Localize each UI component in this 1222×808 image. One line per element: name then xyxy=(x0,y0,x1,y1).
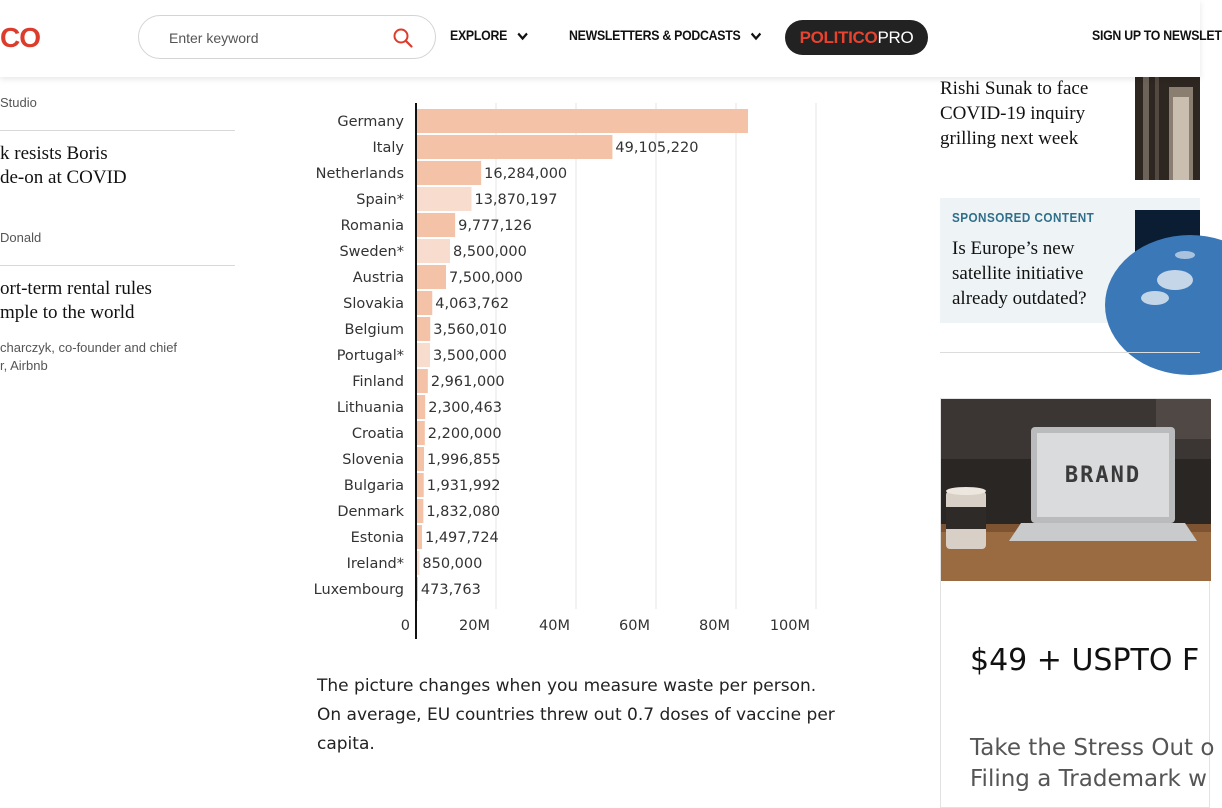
tick-label: 100M xyxy=(769,618,810,634)
politico-pro-brand: POLITICO xyxy=(799,28,878,47)
data-label: 49,105,220 xyxy=(615,140,699,156)
data-label: 4,063,762 xyxy=(435,296,510,312)
category-label: Sweden* xyxy=(339,244,404,260)
category-label: Austria xyxy=(352,270,404,286)
category-label: Netherlands xyxy=(315,166,404,182)
related-item-meta: r, Airbnb xyxy=(0,358,48,373)
search-icon[interactable] xyxy=(392,27,414,49)
category-label: Estonia xyxy=(350,530,404,546)
category-label: Croatia xyxy=(351,426,404,442)
bar xyxy=(417,135,612,159)
category-label: Spain* xyxy=(356,192,404,208)
bar xyxy=(417,395,425,419)
ad-brand-text: BRAND xyxy=(1064,463,1142,488)
data-label: 3,560,010 xyxy=(433,322,508,338)
bar xyxy=(417,161,481,185)
category-label: Romania xyxy=(340,218,404,234)
tick-label: 20M xyxy=(459,618,490,634)
bar xyxy=(417,109,748,133)
chevron-down-icon xyxy=(517,32,528,41)
data-label: 473,763 xyxy=(420,582,481,598)
laptop-brand-image xyxy=(941,399,1211,581)
ad-subtext-line: Filing a Trademark w xyxy=(970,766,1207,792)
chevron-down-icon xyxy=(751,32,762,41)
divider xyxy=(940,352,1200,353)
nav-explore[interactable] xyxy=(450,27,529,43)
bar xyxy=(417,421,425,445)
divider xyxy=(0,265,235,266)
data-label: 1,996,855 xyxy=(426,452,501,468)
bar xyxy=(417,447,424,471)
bar xyxy=(417,265,446,289)
bar xyxy=(417,291,432,315)
article-paragraph: The picture changes when you measure waste per person. On average, EU countries threw out 0.7 doses of vaccine per capita. xyxy=(317,676,835,754)
data-label: 2,961,000 xyxy=(430,374,505,390)
thumbnail-image xyxy=(1135,77,1200,180)
sponsored-label: SPONSORED CONTENT xyxy=(952,210,1095,225)
related-headline-line[interactable]: ort-term rental rules xyxy=(0,278,152,299)
category-label: Italy xyxy=(372,140,404,156)
ad-subtext-line: Take the Stress Out o xyxy=(970,735,1215,761)
bar xyxy=(417,551,419,575)
data-label: 1,497,724 xyxy=(424,530,499,546)
politico-logo[interactable]: CO xyxy=(0,22,40,53)
category-label: Denmark xyxy=(337,504,404,520)
category-label: Portugal* xyxy=(336,348,404,364)
category-label: Ireland* xyxy=(346,556,404,572)
bar xyxy=(417,473,424,497)
bar-chart-svg xyxy=(300,95,840,640)
bar xyxy=(417,525,422,549)
related-item-meta: Donald xyxy=(0,230,42,245)
vaccine-waste-bar-chart xyxy=(300,95,840,640)
category-label: Slovakia xyxy=(343,296,404,312)
related-item-meta: charczyk, co-founder and chief xyxy=(0,340,178,355)
nav-newsletters-podcasts[interactable] xyxy=(569,27,762,43)
related-headline-line[interactable]: mple to the world xyxy=(0,302,135,323)
tick-label: 80M xyxy=(699,618,730,634)
sponsored-headline[interactable]: Is Europe’s new satellite initiative already outdated? xyxy=(952,238,1087,309)
data-label: 7,500,000 xyxy=(449,270,523,286)
ad-photo xyxy=(941,399,1211,581)
earth-satellite-image xyxy=(1135,210,1200,313)
top-navigation-bar xyxy=(0,0,1222,77)
related-headline-line[interactable]: de-on at COVID xyxy=(0,167,127,188)
tick-label: 40M xyxy=(539,618,570,634)
nav-newsletters-label: NEWSLETTERS & PODCASTS xyxy=(569,27,741,43)
category-label: Germany xyxy=(337,114,404,130)
bar xyxy=(417,343,430,367)
sponsored-content-card[interactable] xyxy=(940,198,1200,323)
bar xyxy=(417,369,428,393)
data-label: 8,500,000 xyxy=(453,244,527,260)
data-label: 1,931,992 xyxy=(426,478,501,494)
ad-price-headline: $49 + USPTO F xyxy=(970,643,1200,678)
data-label: 2,200,000 xyxy=(427,426,502,442)
tick-label: 0 xyxy=(400,618,410,634)
search-input[interactable] xyxy=(167,26,371,50)
data-label: 13,870,197 xyxy=(474,192,558,208)
category-label: Lithuania xyxy=(336,400,404,416)
sponsored-thumbnail[interactable] xyxy=(1135,210,1200,313)
bar xyxy=(417,577,418,601)
politico-pro-button[interactable] xyxy=(785,20,928,55)
related-headline-line[interactable]: k resists Boris xyxy=(0,143,108,164)
category-label: Finland xyxy=(352,374,404,390)
nav-signup-newsletter[interactable]: SIGN UP TO NEWSLET xyxy=(1092,27,1222,43)
category-label: Luxembourg xyxy=(313,582,404,598)
data-label: 9,777,126 xyxy=(458,218,532,234)
politico-pro-suffix: PRO xyxy=(877,28,914,47)
data-label: 3,500,000 xyxy=(433,348,507,364)
bar xyxy=(417,317,430,341)
divider xyxy=(0,130,235,131)
bar xyxy=(417,499,423,523)
nav-explore-label: EXPLORE xyxy=(450,27,508,43)
bar xyxy=(417,239,450,263)
right-rail-headline[interactable]: Rishi Sunak to face COVID-19 inquiry grilling next week xyxy=(940,78,1089,149)
related-item-meta: Studio xyxy=(0,95,37,110)
bar xyxy=(417,187,471,211)
search-box xyxy=(138,15,436,59)
bar xyxy=(417,213,455,237)
category-label: Belgium xyxy=(344,322,404,338)
headline-thumbnail[interactable] xyxy=(1135,77,1200,180)
data-label: 850,000 xyxy=(422,556,483,572)
category-label: Bulgaria xyxy=(343,478,404,494)
category-label: Slovenia xyxy=(342,452,404,468)
data-label: 1,832,080 xyxy=(426,504,501,520)
advertisement[interactable] xyxy=(940,398,1215,808)
data-label: 2,300,463 xyxy=(428,400,502,416)
tick-label: 60M xyxy=(619,618,650,634)
data-label: 16,284,000 xyxy=(484,166,568,182)
